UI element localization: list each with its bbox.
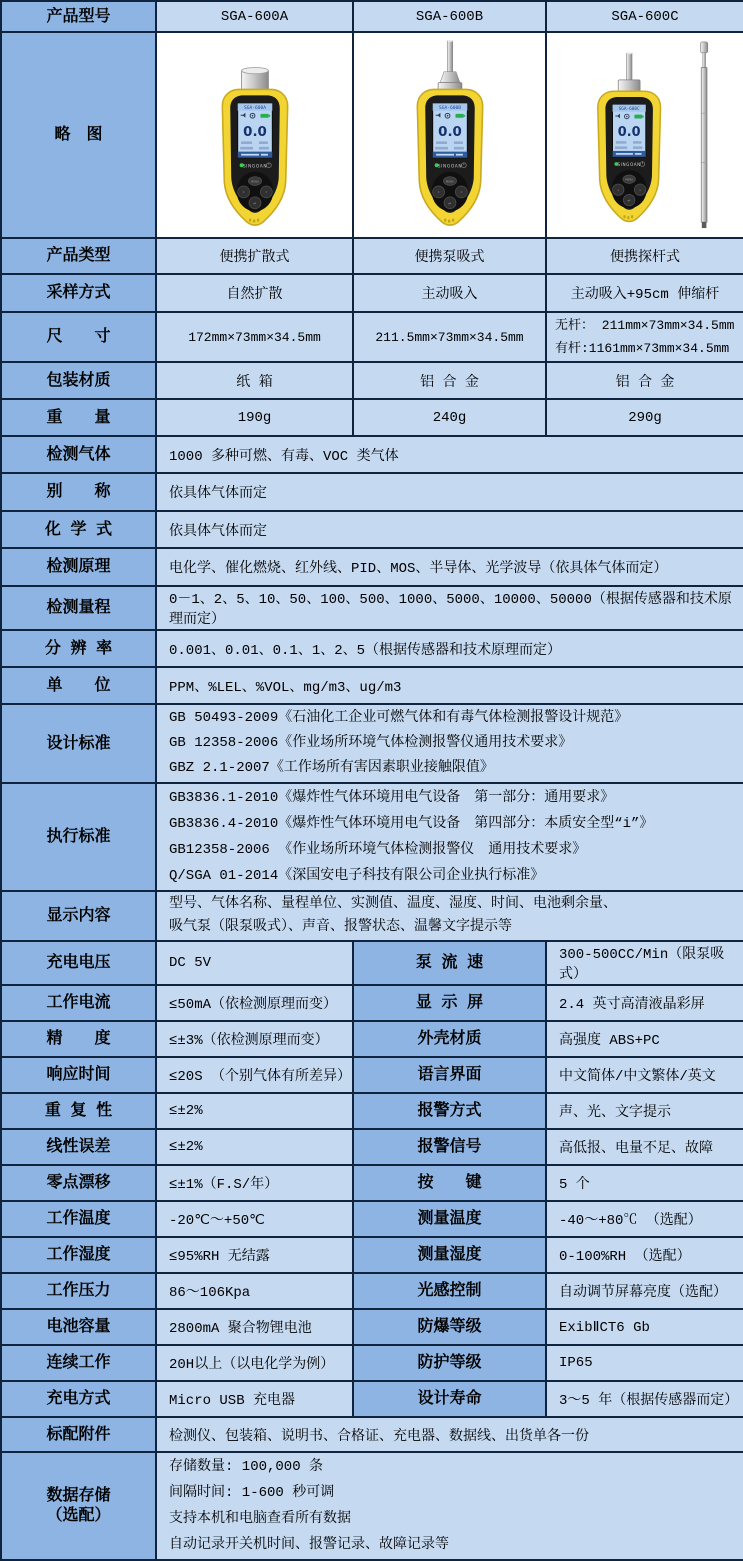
row-value: 2.4 英寸高清液晶彩屏 bbox=[546, 985, 743, 1021]
gas-detector-illustration-b bbox=[354, 34, 545, 236]
row-value: 20H以上（以电化学为例） bbox=[156, 1345, 353, 1381]
row-label: 检测气体 bbox=[1, 436, 156, 473]
row-working-temp-measure-temp bbox=[1, 1201, 743, 1237]
row-sampling-method bbox=[1, 274, 743, 312]
row-value: 检测仪、包装箱、说明书、合格证、充电器、数据线、出货单各一份 bbox=[156, 1417, 743, 1452]
storage-line: 支持本机和电脑查看所有数据 bbox=[169, 1511, 351, 1527]
row-label: 报警信号 bbox=[353, 1129, 546, 1165]
row-value: 300-500CC/Min（限泵吸式） bbox=[546, 941, 743, 985]
row-label: 单 位 bbox=[1, 667, 156, 704]
row-product-type bbox=[1, 238, 743, 274]
row-label: 检测量程 bbox=[1, 586, 156, 630]
row-value: 高强度 ABS+PC bbox=[546, 1021, 743, 1057]
row-value: 依具体气体而定 bbox=[156, 511, 743, 548]
row-continuous-work-protection bbox=[1, 1345, 743, 1381]
svg-text:0.0: 0.0 bbox=[437, 124, 462, 140]
svg-text:0.0: 0.0 bbox=[242, 124, 267, 140]
svg-text:›: › bbox=[639, 188, 642, 194]
svg-text:SINGOAN: SINGOAN bbox=[242, 164, 267, 170]
svg-text:›: › bbox=[264, 189, 267, 196]
storage-line: 存储数量: 100,000 条 bbox=[169, 1459, 324, 1475]
row-label: 按 键 bbox=[353, 1165, 546, 1201]
row-value: 主动吸入+95cm 伸缩杆 bbox=[546, 274, 743, 312]
svg-text:‹: ‹ bbox=[242, 189, 245, 196]
row-value: 0-100%RH （选配） bbox=[546, 1237, 743, 1273]
row-accuracy-shell bbox=[1, 1021, 743, 1057]
model-name-c: SGA-600C bbox=[546, 1, 743, 32]
row-value: 190g bbox=[156, 399, 353, 436]
row-value: 0－1、2、5、10、50、100、500、1000、5000、10000、50000（根据传感器和技术原理而定） bbox=[156, 586, 743, 630]
row-label: 重 复 性 bbox=[1, 1093, 156, 1129]
label-line: （选配） bbox=[46, 1507, 111, 1525]
row-label: 工作电流 bbox=[1, 985, 156, 1021]
row-value: 便携扩散式 bbox=[156, 238, 353, 274]
row-linearity-alarm-signal bbox=[1, 1129, 743, 1165]
row-label: 报警方式 bbox=[353, 1093, 546, 1129]
row-label: 线性误差 bbox=[1, 1129, 156, 1165]
svg-text:›: › bbox=[459, 189, 462, 196]
row-value: 便携泵吸式 bbox=[353, 238, 546, 274]
row-value: PPM、%LEL、%VOL、mg/m3、ug/m3 bbox=[156, 667, 743, 704]
row-value bbox=[546, 312, 743, 362]
row-label: 外壳材质 bbox=[353, 1021, 546, 1057]
label-line: 数据存储 bbox=[46, 1487, 111, 1505]
row-label: 语言界面 bbox=[353, 1057, 546, 1093]
row-value: ≤±2% bbox=[156, 1129, 353, 1165]
svg-text:↵: ↵ bbox=[252, 201, 257, 207]
row-label: 响应时间 bbox=[1, 1057, 156, 1093]
standard-line: GB12358-2006 《作业场所环境气体检测报警仪 通用技术要求》 bbox=[169, 842, 587, 858]
row-weight bbox=[1, 399, 743, 436]
row-value: 3～5 年（根据传感器而定） bbox=[546, 1381, 743, 1417]
svg-text:SINGOAN: SINGOAN bbox=[437, 164, 462, 170]
row-label: 工作温度 bbox=[1, 1201, 156, 1237]
row-value: 铝 合 金 bbox=[353, 362, 546, 399]
row-label: 产品类型 bbox=[1, 238, 156, 274]
standard-line: GB3836.4-2010《爆炸性气体环境用电气设备 第四部分：本质安全型“i”》 bbox=[169, 816, 654, 832]
standard-line: GB 50493-2009《石油化工企业可燃气体和有毒气体检测报警设计规范》 bbox=[169, 710, 629, 726]
row-execution-standards bbox=[1, 783, 743, 891]
row-value: 纸 箱 bbox=[156, 362, 353, 399]
row-label: 别 称 bbox=[1, 473, 156, 511]
standard-line: GBZ 2.1-2007《工作场所有害因素职业接触限值》 bbox=[169, 760, 494, 776]
svg-text:0.0: 0.0 bbox=[617, 124, 641, 140]
row-label: 测量温度 bbox=[353, 1201, 546, 1237]
row-label: 泵 流 速 bbox=[353, 941, 546, 985]
row-value: 0.001、0.01、0.1、1、2、5（根据传感器和技术原理而定） bbox=[156, 630, 743, 667]
row-label: 检测原理 bbox=[1, 548, 156, 586]
row-value: 铝 合 金 bbox=[546, 362, 743, 399]
row-label: 设计寿命 bbox=[353, 1381, 546, 1417]
row-resolution bbox=[1, 630, 743, 667]
header-label: 产品型号 bbox=[1, 1, 156, 32]
svg-text:SGA-600A: SGA-600A bbox=[243, 106, 266, 112]
row-value: 自然扩散 bbox=[156, 274, 353, 312]
row-value: 211.5mm×73mm×34.5mm bbox=[353, 312, 546, 362]
row-label: 零点漂移 bbox=[1, 1165, 156, 1201]
row-chemical-formula bbox=[1, 511, 743, 548]
row-value bbox=[156, 783, 743, 891]
row-value: 240g bbox=[353, 399, 546, 436]
device-photo-sga-600b bbox=[353, 32, 546, 238]
row-detection-range bbox=[1, 586, 743, 630]
gas-detector-illustration-c bbox=[547, 34, 743, 236]
svg-text:MENU: MENU bbox=[250, 179, 259, 184]
row-label: 测量湿度 bbox=[353, 1237, 546, 1273]
row-label bbox=[1, 1452, 156, 1560]
row-value bbox=[156, 891, 743, 941]
row-charging-design-life bbox=[1, 1381, 743, 1417]
row-value: 中文简体/中文繁体/英文 bbox=[546, 1057, 743, 1093]
svg-text:↵: ↵ bbox=[447, 201, 452, 207]
row-label: 光感控制 bbox=[353, 1273, 546, 1309]
row-response-time-language bbox=[1, 1057, 743, 1093]
svg-text:MENU: MENU bbox=[445, 179, 454, 184]
dimension-line: 有杆:1161mm×73mm×34.5mm bbox=[555, 341, 730, 356]
row-value: 声、光、文字提示 bbox=[546, 1093, 743, 1129]
storage-line: 自动记录开关机时间、报警记录、故障记录等 bbox=[169, 1537, 449, 1553]
row-data-storage bbox=[1, 1452, 743, 1560]
row-detection-principle bbox=[1, 548, 743, 586]
svg-text:MENU: MENU bbox=[625, 178, 634, 182]
row-value: -40～+80℃ （选配） bbox=[546, 1201, 743, 1237]
row-label: 采样方式 bbox=[1, 274, 156, 312]
row-value: 自动调节屏幕亮度（选配） bbox=[546, 1273, 743, 1309]
svg-text:‹: ‹ bbox=[617, 188, 620, 194]
row-label: 连续工作 bbox=[1, 1345, 156, 1381]
row-value: 便携探杆式 bbox=[546, 238, 743, 274]
row-value: 86～106Kpa bbox=[156, 1273, 353, 1309]
row-label: 重 量 bbox=[1, 399, 156, 436]
row-value: ≤95%RH 无结露 bbox=[156, 1237, 353, 1273]
row-label: 包装材质 bbox=[1, 362, 156, 399]
sketch-row bbox=[1, 32, 743, 238]
row-value: 依具体气体而定 bbox=[156, 473, 743, 511]
row-value bbox=[156, 1452, 743, 1560]
row-value: 290g bbox=[546, 399, 743, 436]
svg-text:SGA-600B: SGA-600B bbox=[438, 106, 461, 112]
row-label: 电池容量 bbox=[1, 1309, 156, 1345]
row-value: ≤50mA（依检测原理而变） bbox=[156, 985, 353, 1021]
row-label: 设计标准 bbox=[1, 704, 156, 783]
row-label: 精 度 bbox=[1, 1021, 156, 1057]
row-value: 高低报、电量不足、故障 bbox=[546, 1129, 743, 1165]
row-label: 标配附件 bbox=[1, 1417, 156, 1452]
device-photo-sga-600a bbox=[156, 32, 353, 238]
row-label: 化 学 式 bbox=[1, 511, 156, 548]
row-label: 显 示 屏 bbox=[353, 985, 546, 1021]
storage-line: 间隔时间: 1-600 秒可调 bbox=[169, 1485, 335, 1501]
row-packaging bbox=[1, 362, 743, 399]
row-units bbox=[1, 667, 743, 704]
gas-detector-illustration-a bbox=[157, 34, 352, 236]
dimension-line: 无杆： 211mm×73mm×34.5mm bbox=[555, 318, 735, 333]
row-battery-explosion-proof bbox=[1, 1309, 743, 1345]
row-value: 主动吸入 bbox=[353, 274, 546, 312]
row-design-standards bbox=[1, 704, 743, 783]
svg-text:↵: ↵ bbox=[627, 199, 631, 205]
row-repeatability-alarm-mode bbox=[1, 1093, 743, 1129]
model-name-a: SGA-600A bbox=[156, 1, 353, 32]
svg-text:‹: ‹ bbox=[437, 189, 440, 196]
header-row bbox=[1, 1, 743, 32]
row-value: ≤±3%（依检测原理而变） bbox=[156, 1021, 353, 1057]
row-label: 防护等级 bbox=[353, 1345, 546, 1381]
row-display-content bbox=[1, 891, 743, 941]
row-pressure-light-control bbox=[1, 1273, 743, 1309]
row-alias bbox=[1, 473, 743, 511]
row-label: 分 辨 率 bbox=[1, 630, 156, 667]
device-photo-sga-600c bbox=[546, 32, 743, 238]
model-name-b: SGA-600B bbox=[353, 1, 546, 32]
row-value: DC 5V bbox=[156, 941, 353, 985]
row-label: 工作湿度 bbox=[1, 1237, 156, 1273]
row-value: IP65 bbox=[546, 1345, 743, 1381]
row-value: -20℃～+50℃ bbox=[156, 1201, 353, 1237]
row-working-current-display bbox=[1, 985, 743, 1021]
row-label: 工作压力 bbox=[1, 1273, 156, 1309]
row-value: 5 个 bbox=[546, 1165, 743, 1201]
row-label: 执行标准 bbox=[1, 783, 156, 891]
svg-text:SINGOAN: SINGOAN bbox=[617, 161, 641, 167]
display-content-line: 吸气泵（限泵吸式）、声音、报警状态、温馨文字提示等 bbox=[169, 919, 512, 935]
row-value: 电化学、催化燃烧、红外线、PID、MOS、半导体、光学波导（依具体气体而定） bbox=[156, 548, 743, 586]
row-value bbox=[156, 704, 743, 783]
row-value: Micro USB 充电器 bbox=[156, 1381, 353, 1417]
row-value: ≤±1%（F.S/年） bbox=[156, 1165, 353, 1201]
row-label: 充电方式 bbox=[1, 1381, 156, 1417]
row-label: 尺 寸 bbox=[1, 312, 156, 362]
row-charge-voltage-pump-flow bbox=[1, 941, 743, 985]
standard-line: GB3836.1-2010《爆炸性气体环境用电气设备 第一部分：通用要求》 bbox=[169, 790, 615, 806]
row-value: ≤20S （个别气体有所差异） bbox=[156, 1057, 353, 1093]
row-label: 防爆等级 bbox=[353, 1309, 546, 1345]
row-label: 充电电压 bbox=[1, 941, 156, 985]
row-zero-drift-keys bbox=[1, 1165, 743, 1201]
sketch-label: 略 图 bbox=[1, 32, 156, 238]
row-value: ExibⅡCT6 Gb bbox=[546, 1309, 743, 1345]
row-value: 1000 多种可燃、有毒、VOC 类气体 bbox=[156, 436, 743, 473]
row-label: 显示内容 bbox=[1, 891, 156, 941]
row-working-humidity-measure-humidity bbox=[1, 1237, 743, 1273]
row-detected-gas bbox=[1, 436, 743, 473]
standard-line: GB 12358-2006《作业场所环境气体检测报警仪通用技术要求》 bbox=[169, 735, 573, 751]
row-value: 2800mA 聚合物锂电池 bbox=[156, 1309, 353, 1345]
standard-line: Q/SGA 01-2014《深国安电子科技有限公司企业执行标准》 bbox=[169, 868, 545, 884]
svg-text:SGA-600C: SGA-600C bbox=[618, 107, 640, 113]
row-value: 172mm×73mm×34.5mm bbox=[156, 312, 353, 362]
display-content-line: 型号、气体名称、量程单位、实测值、温度、湿度、时间、电池剩余量、 bbox=[169, 896, 617, 912]
row-value: ≤±2% bbox=[156, 1093, 353, 1129]
row-dimensions bbox=[1, 312, 743, 362]
row-standard-accessories bbox=[1, 1417, 743, 1452]
